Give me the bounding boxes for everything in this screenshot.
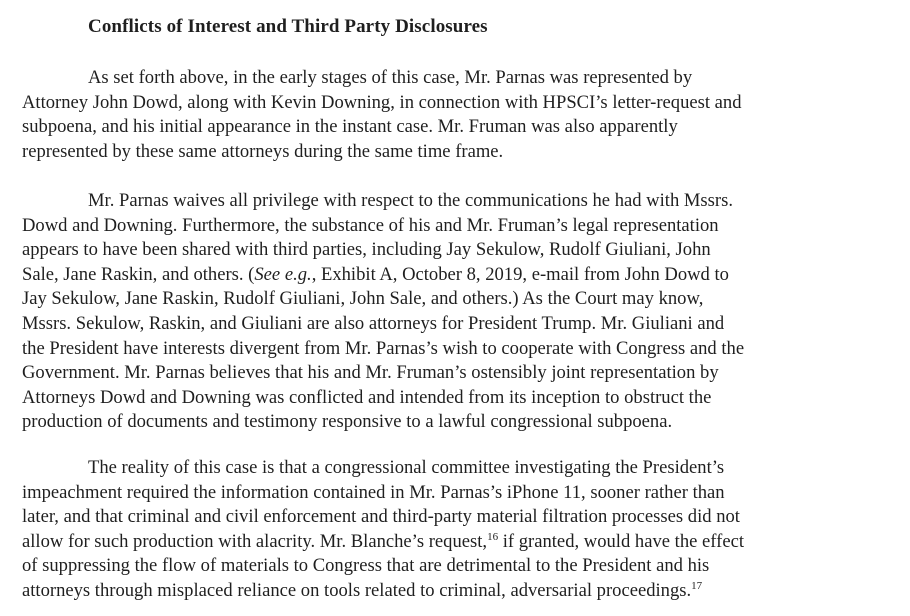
paragraph-line: Mr. Parnas waives all privilege with respect to the communications he had with Mssrs. bbox=[88, 190, 733, 211]
paragraph-line: Government. Mr. Parnas believes that his and Mr. Fruman’s ostensibly joint representation by bbox=[22, 362, 719, 384]
line-text-after: if granted, would have the effect bbox=[498, 530, 745, 552]
paragraph-representation bbox=[22, 66, 892, 164]
paragraph-line-citation bbox=[22, 263, 892, 288]
paragraph-line: Mssrs. Sekulow, Raskin, and Giuliani are also attorneys for President Trump. Mr. Giuliani and bbox=[22, 312, 725, 334]
paragraph-line: the President have interests divergent from Mr. Parnas’s wish to cooperate with Congress and the bbox=[22, 337, 745, 359]
paragraph-line: production of documents and testimony responsive to a lawful congressional subpoena. bbox=[22, 411, 673, 433]
line-text-before: allow for such production with alacrity. Mr. Blanche’s request, bbox=[22, 530, 488, 552]
paragraph-line: Dowd and Downing. Furthermore, the substance of his and Mr. Fruman’s legal representation bbox=[22, 214, 719, 236]
paragraph-line: Jay Sekulow, Jane Raskin, Rudolf Giuliani, John Sale, and others.) As the Court may know, bbox=[22, 288, 704, 310]
paragraph-line: appears to have been shared with third parties, including Jay Sekulow, Rudolf Giuliani, John bbox=[22, 239, 711, 261]
paragraph-line: Attorneys Dowd and Downing was conflicted and intended from its inception to obstruct the bbox=[22, 386, 712, 408]
paragraph-line: later, and that criminal and civil enforcement and third-party material filtration processes did not bbox=[22, 506, 740, 528]
citation-signal: See e.g. bbox=[254, 263, 312, 285]
paragraph-line: represented by these same attorneys during the same time frame. bbox=[22, 140, 504, 162]
paragraph-privilege-waiver bbox=[22, 189, 892, 435]
citation-text-before: Sale, Jane Raskin, and others. ( bbox=[22, 263, 255, 285]
paragraph-reality bbox=[22, 456, 892, 604]
footnote-ref-16[interactable]: 16 bbox=[487, 530, 499, 543]
line-text-before: attorneys through misplaced reliance on tools related to criminal, adversarial proceedings. bbox=[22, 579, 692, 601]
section-heading: Conflicts of Interest and Third Party Disclosures bbox=[88, 16, 488, 37]
paragraph-line: of suppressing the flow of materials to Congress that are detrimental to the President and his bbox=[22, 555, 710, 577]
paragraph-line-footnote-17 bbox=[22, 579, 892, 604]
paragraph-line: Attorney John Dowd, along with Kevin Downing, in connection with HPSCI’s letter-request and bbox=[22, 91, 742, 113]
footnote-ref-17[interactable]: 17 bbox=[691, 579, 703, 592]
paragraph-line: The reality of this case is that a congressional committee investigating the President’s bbox=[88, 457, 725, 478]
citation-text-after: , Exhibit A, October 8, 2019, e-mail from John Dowd to bbox=[311, 263, 729, 285]
paragraph-line: subpoena, and his initial appearance in the instant case. Mr. Fruman was also apparently bbox=[22, 116, 678, 138]
paragraph-line: impeachment required the information contained in Mr. Parnas’s iPhone 11, sooner rather than bbox=[22, 481, 725, 503]
paragraph-line-footnote-16 bbox=[22, 530, 892, 555]
paragraph-line: As set forth above, in the early stages of this case, Mr. Parnas was represented by bbox=[88, 67, 693, 88]
